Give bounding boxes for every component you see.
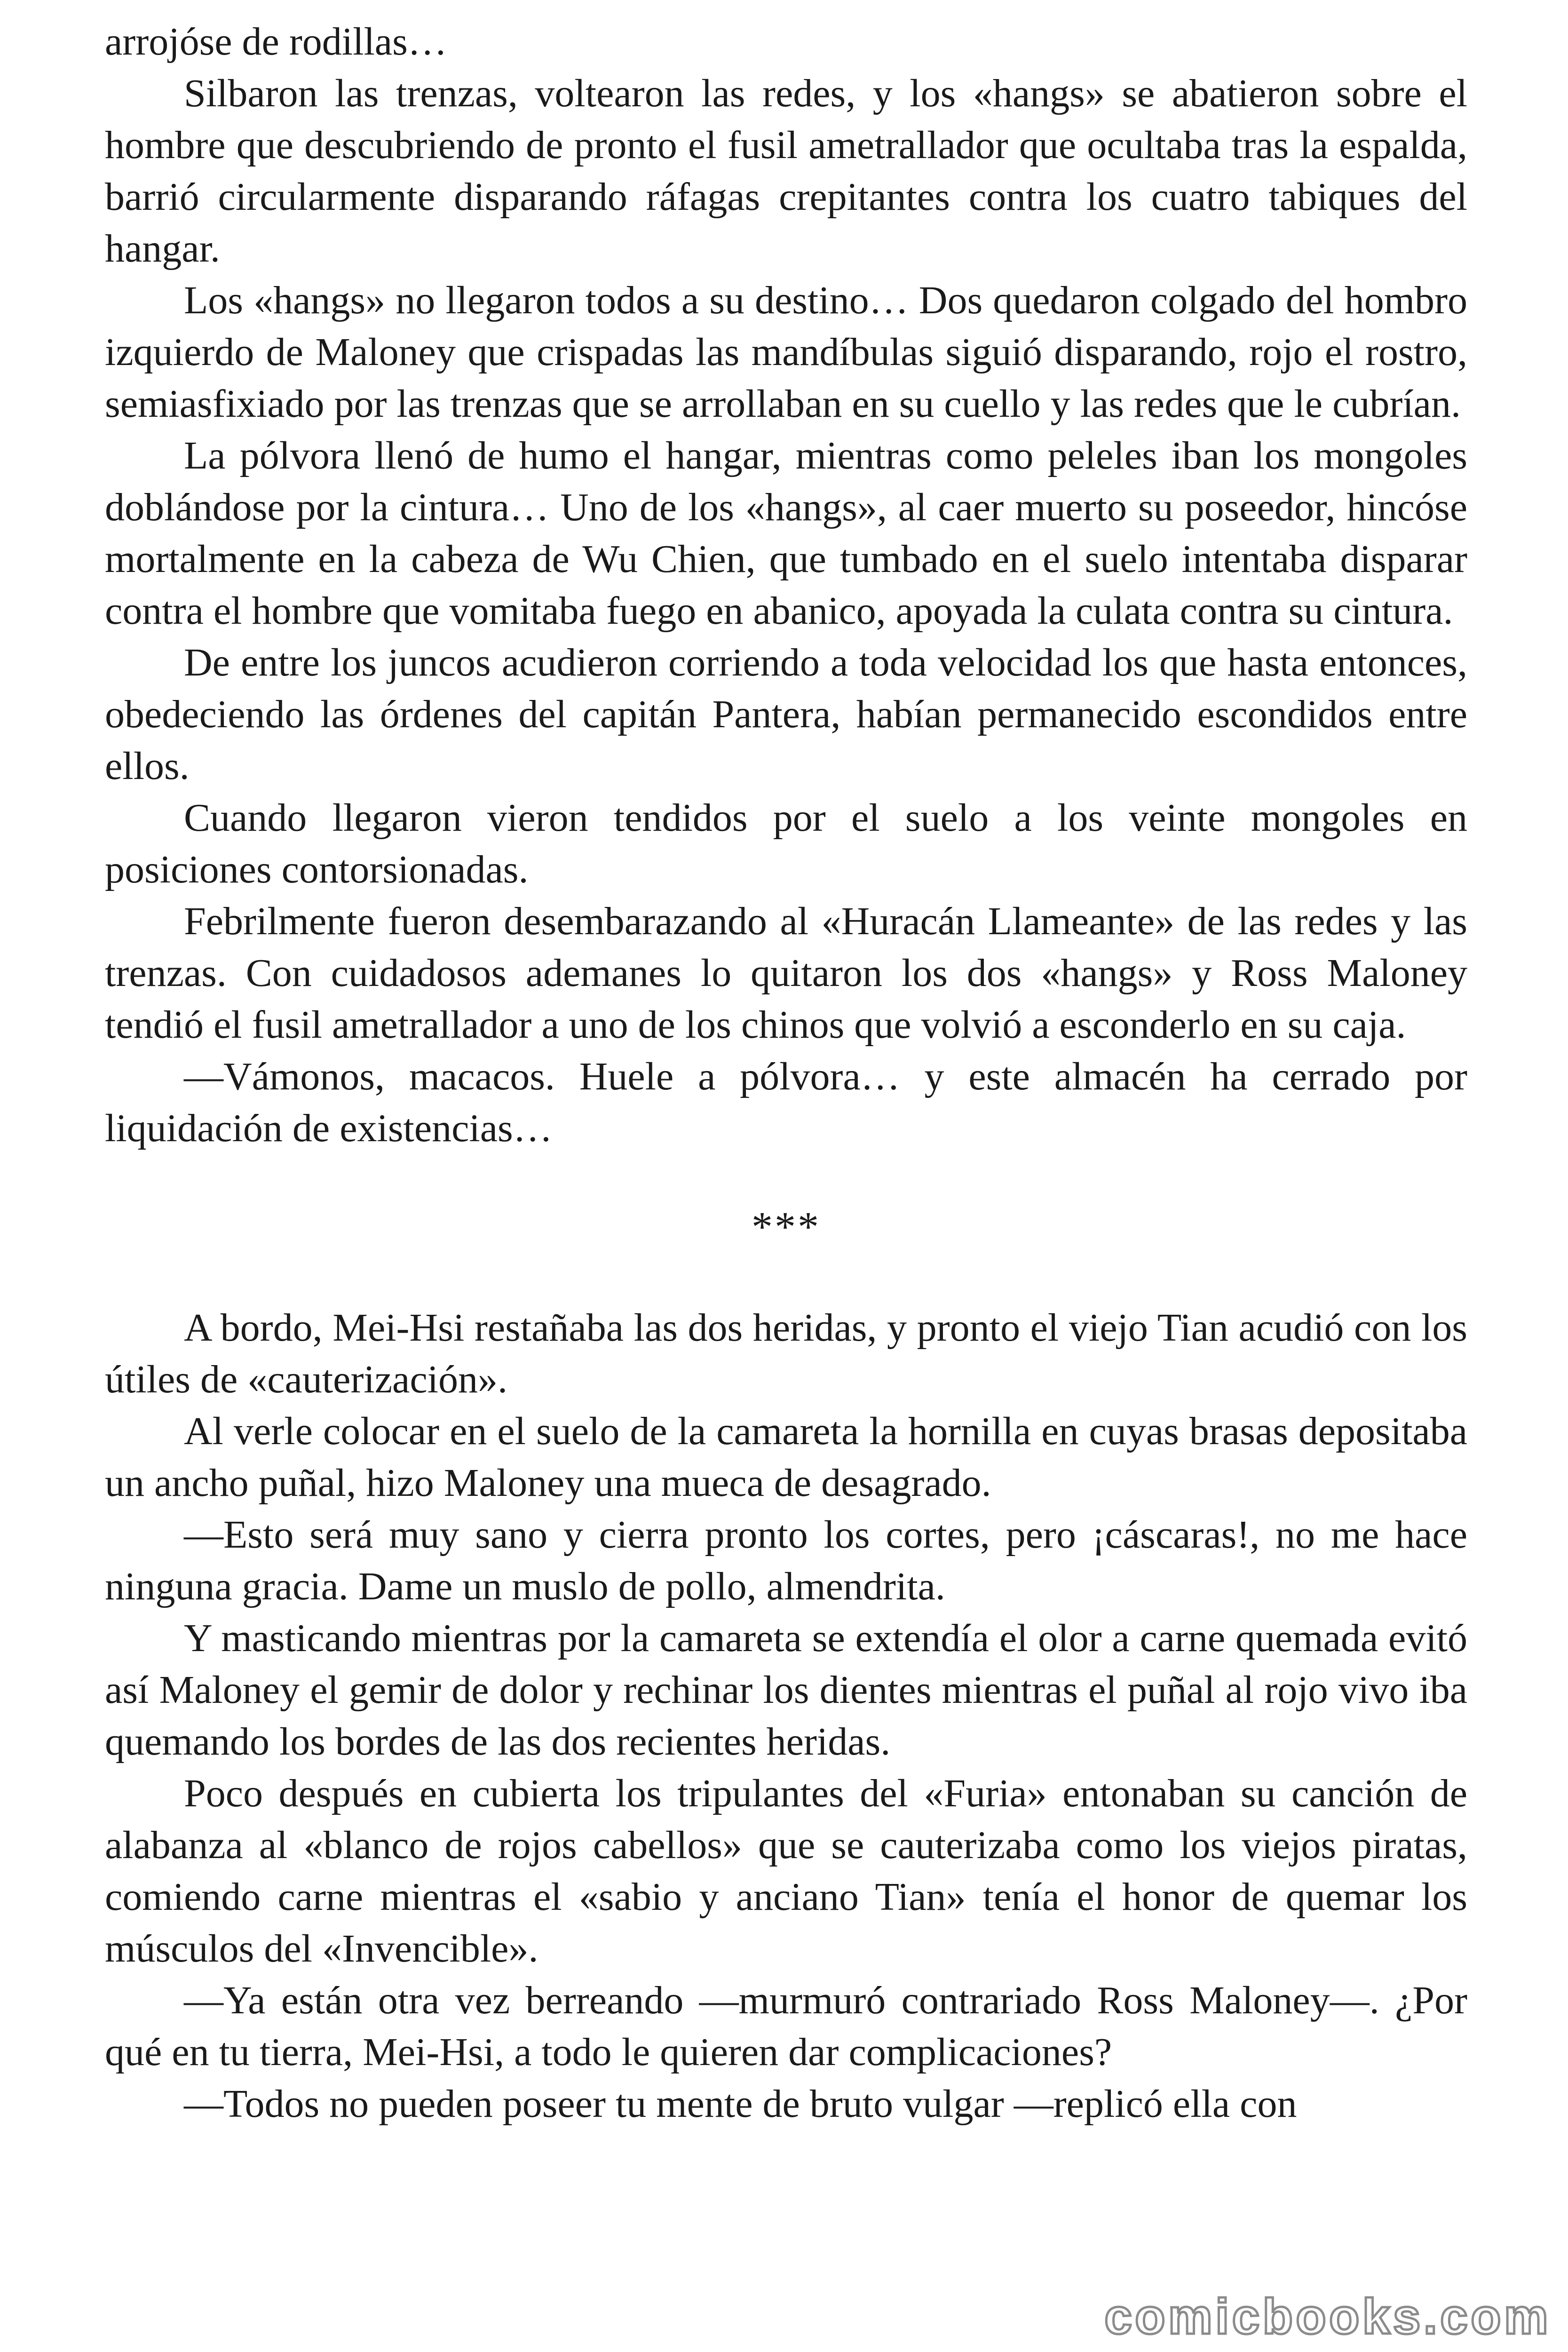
document-page (105, 16, 1467, 2130)
paragraph: —Todos no pueden poseer tu mente de bruto vulgar —replicó ella con (184, 2082, 1297, 2126)
paragraph: Cuando llegaron vieron tendidos por el suelo a los veinte mongoles en posiciones contorsionadas. (105, 796, 1467, 891)
paragraph: —Vámonos, macacos. Huele a pólvora… y este almacén ha cerrado por liquidación de existencias… (105, 1055, 1467, 1150)
paragraph: —Ya están otra vez berreando —murmuró contrariado Ross Maloney—. ¿Por qué en tu tierra, Mei-Hsi, a todo le quieren dar complicaciones? (105, 1979, 1467, 2074)
paragraph: Y masticando mientras por la camareta se extendía el olor a carne quemada evitó así Maloney el gemir de dolor y rechinar los dientes mientras el puñal al rojo vivo iba quemando los bordes de las dos recientes heridas. (105, 1616, 1467, 1764)
paragraph: Silbaron las trenzas, voltearon las redes, y los «hangs» se abatieron sobre el hombre que descubriendo de pronto el fusil ametrallador que ocultaba tras la espalda, barrió circularmente disparando ráfagas crepitantes contra los cuatro tabiques del hangar. (105, 72, 1467, 270)
paragraph: La pólvora llenó de humo el hangar, mientras como peleles iban los mongoles doblándose por la cintura… Uno de los «hangs», al caer muerto su poseedor, hincóse mortalmente en la cabeza de Wu Chien, que tumbado en el suelo intentaba disparar contra el hombre que vomitaba fuego en abanico, apoyada la culata contra su cintura. (105, 434, 1467, 633)
paragraph: Al verle colocar en el suelo de la camareta la hornilla en cuyas brasas depositaba un ancho puñal, hizo Maloney una mueca de desagrado. (105, 1409, 1467, 1505)
paragraph: A bordo, Mei-Hsi restañaba las dos heridas, y pronto el viejo Tian acudió con los útiles de «cauterización». (105, 1306, 1467, 1401)
paragraph: arrojóse de rodillas… (105, 20, 447, 64)
paragraph: Poco después en cubierta los tripulantes del «Furia» entonaban su canción de alabanza al «blanco de rojos cabellos» que se cauterizaba como los viejos piratas, comiendo carne mientras el «sabio y anciano Tian» tenía el honor de quemar los músculos del «Invencible». (105, 1772, 1467, 1971)
watermark-logo: comicbooks.com (1104, 2289, 1551, 2344)
paragraph: Febrilmente fueron desembarazando al «Huracán Llameante» de las redes y las trenzas. Con cuidadosos ademanes lo quitaron los dos «hangs» y Ross Maloney tendió el fusil ametrallador a uno de los chinos que volvió a esconderlo en su caja. (105, 899, 1467, 1047)
paragraph: Los «hangs» no llegaron todos a su destino… Dos quedaron colgado del hombro izquierdo de Maloney que crispadas las mandíbulas siguió disparando, rojo el rostro, semiasfixiado por las trenzas que se arrollaban en su cuello y las redes que le cubrían. (105, 278, 1467, 426)
paragraph: —Esto será muy sano y cierra pronto los cortes, pero ¡cáscaras!, no me hace ninguna gracia. Dame un muslo de pollo, almendrita. (105, 1513, 1467, 1608)
section-separator: *** (752, 1204, 821, 1250)
paragraph: De entre los juncos acudieron corriendo a toda velocidad los que hasta entonces, obedeciendo las órdenes del capitán Pantera, habían permanecido escondidos entre ellos. (105, 641, 1467, 788)
